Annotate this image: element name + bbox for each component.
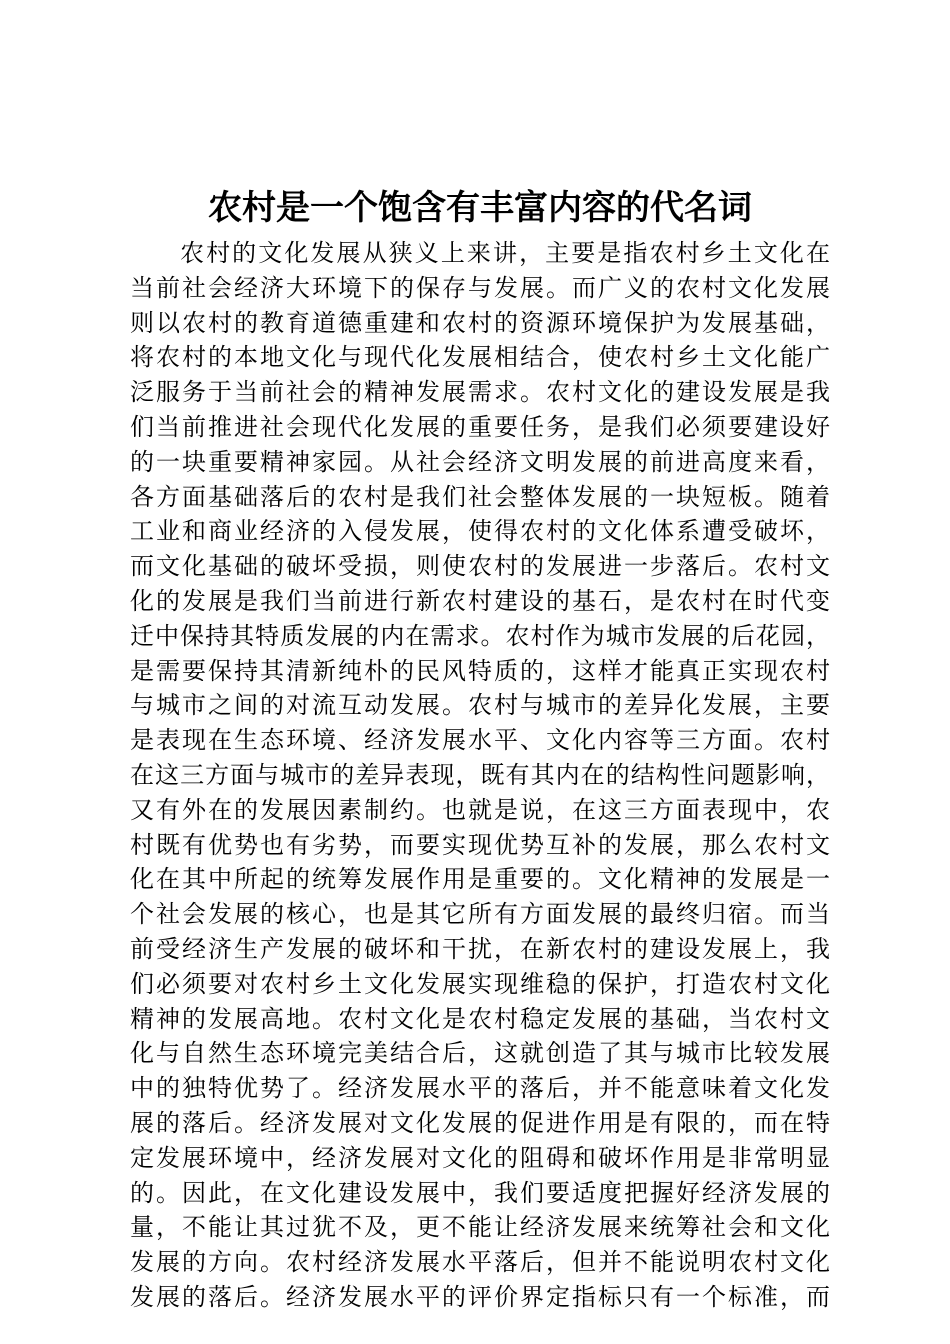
body-text-line: 的。因此，在文化建设发展中，我们要适度把握好经济发展的 (130, 1178, 830, 1207)
body-text-line: 化在其中所起的统筹发展作用是重要的。文化精神的发展是一 (130, 865, 830, 894)
body-text-line: 与城市之间的对流互动发展。农村与城市的差异化发展，主要 (130, 691, 830, 720)
body-text-line: 个社会发展的核心，也是其它所有方面发展的最终归宿。而当 (130, 900, 830, 929)
body-text-line: 农村的文化发展从狭义上来讲，主要是指农村乡土文化在 (180, 239, 830, 267)
body-text-line: 当前社会经济大环境下的保存与发展。而广义的农村文化发展 (130, 273, 830, 302)
body-text-line: 发展的落后。经济发展水平的评价界定指标只有一个标准，而 (130, 1282, 830, 1311)
body-text-line: 的一块重要精神家园。从社会经济文明发展的前进高度来看， (130, 447, 830, 476)
document-title: 农村是一个饱含有丰富内容的代名词 (208, 188, 752, 228)
body-text-line: 又有外在的发展因素制约。也就是说，在这三方面表现中，农 (130, 795, 830, 824)
body-text-line: 量，不能让其过犹不及，更不能让经济发展来统筹社会和文化 (130, 1213, 830, 1242)
body-text-line: 中的独特优势了。经济发展水平的落后，并不能意味着文化发 (130, 1074, 830, 1103)
body-text-line: 展的落后。经济发展对文化发展的促进作用是有限的，而在特 (130, 1108, 830, 1137)
body-text-line: 前受经济生产发展的破坏和干扰，在新农村的建设发展上，我 (130, 934, 830, 963)
body-text-line: 村既有优势也有劣势，而要实现优势互补的发展，那么农村文 (130, 830, 830, 859)
body-text-line: 们当前推进社会现代化发展的重要任务，是我们必须要建设好 (130, 412, 830, 441)
body-text-line: 是表现在生态环境、经济发展水平、文化内容等三方面。农村 (130, 726, 830, 755)
body-text-line: 是需要保持其清新纯朴的民风特质的，这样才能真正实现农村 (130, 656, 830, 685)
body-text-line: 在这三方面与城市的差异表现，既有其内在的结构性问题影响， (130, 760, 830, 789)
body-text-line: 定发展环境中，经济发展对文化的阻碍和破坏作用是非常明显 (130, 1143, 830, 1172)
body-text-line: 发展的方向。农村经济发展水平落后，但并不能说明农村文化 (130, 1248, 830, 1277)
body-text-line: 则以农村的教育道德重建和农村的资源环境保护为发展基础， (130, 308, 830, 337)
body-text-line: 化的发展是我们当前进行新农村建设的基石，是农村在时代变 (130, 586, 830, 615)
body-text-line: 各方面基础落后的农村是我们社会整体发展的一块短板。随着 (130, 482, 830, 511)
body-text-line: 们必须要对农村乡土文化发展实现维稳的保护，打造农村文化 (130, 969, 830, 998)
body-text-line: 而文化基础的破坏受损，则使农村的发展进一步落后。农村文 (130, 552, 830, 581)
body-text-line: 泛服务于当前社会的精神发展需求。农村文化的建设发展是我 (130, 378, 830, 407)
body-text-line: 化与自然生态环境完美结合后，这就创造了其与城市比较发展 (130, 1039, 830, 1068)
body-text-line: 迁中保持其特质发展的内在需求。农村作为城市发展的后花园， (130, 621, 830, 650)
body-text-line: 精神的发展高地。农村文化是农村稳定发展的基础，当农村文 (130, 1004, 830, 1033)
document-body (130, 236, 830, 1315)
body-text-line: 工业和商业经济的入侵发展，使得农村的文化体系遭受破坏， (130, 517, 830, 546)
body-text-line: 将农村的本地文化与现代化发展相结合，使农村乡土文化能广 (130, 343, 830, 372)
